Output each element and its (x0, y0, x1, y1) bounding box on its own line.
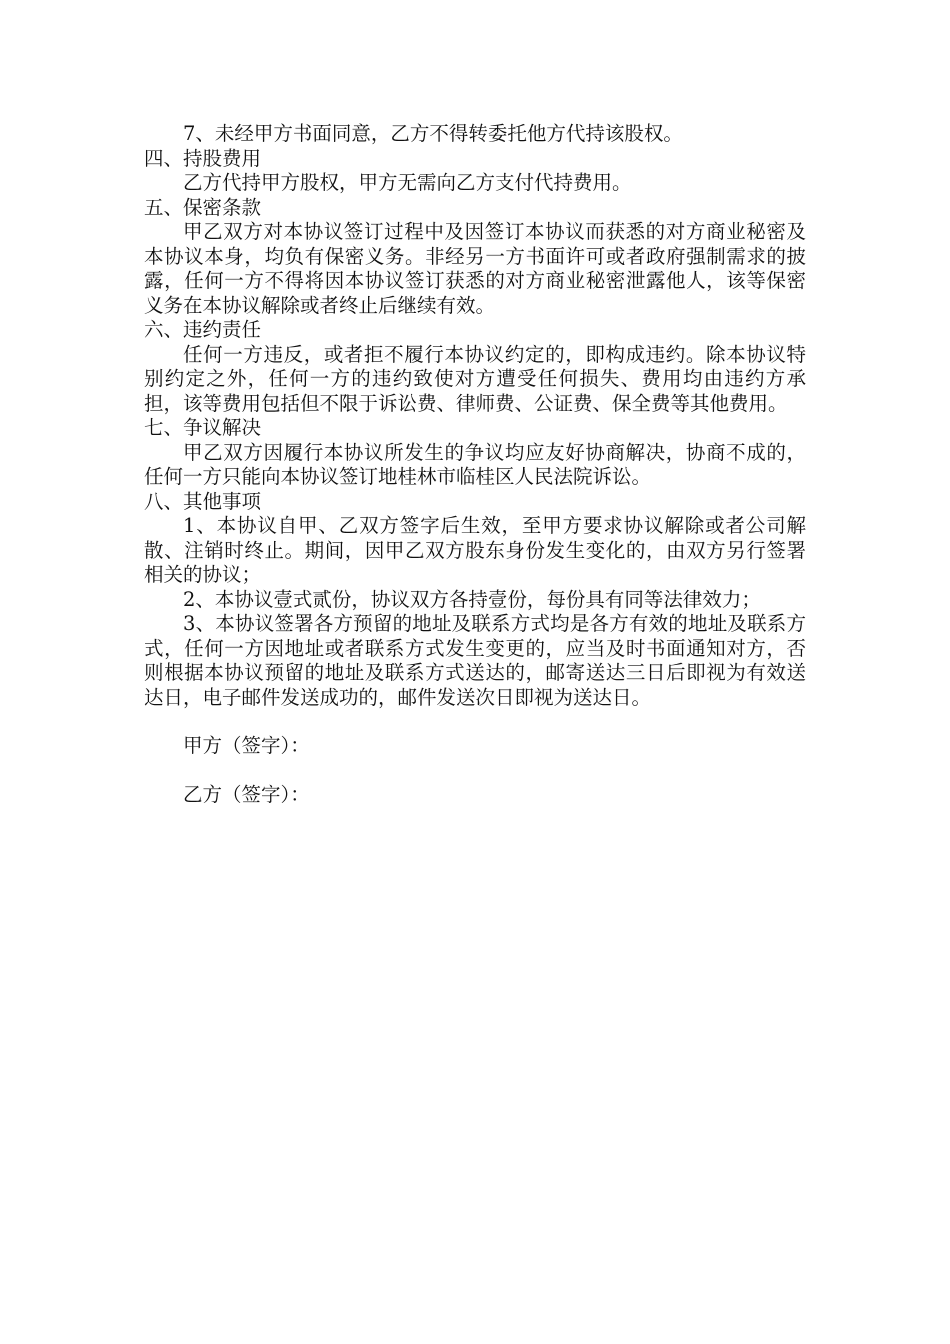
section-4-paragraph: 乙方代持甲方股权，甲方无需向乙方支付代持费用。 (183, 171, 632, 194)
party-a-signature-line: 甲方（签字）： (183, 734, 310, 757)
section-8-heading: 八、其他事项 (144, 489, 262, 513)
section-7-heading: 七、争议解决 (144, 416, 262, 439)
party-b-signature-line: 乙方（签字）： (183, 782, 310, 806)
section-8-item-3: 3、本协议签署各方预留的地址及联系方式均是各方有效的地址及联系方式，任何一方因地址或者联系方式发生变更的，应当及时书面通知对方，否则根据本协议预留的地址及联系方式送达的，邮寄送达三日后即视为有效送达日，电子邮件发送成功的，邮件发送次日即视为送达日。 (144, 612, 806, 709)
document-page (144, 122, 806, 807)
section-5-heading: 五、保密条款 (144, 195, 262, 219)
item-7-paragraph: 7、未经甲方书面同意，乙方不得转委托他方代持该股权。 (183, 122, 683, 145)
section-6-heading: 六、违约责任 (144, 318, 262, 341)
section-7-paragraph: 甲乙双方因履行本协议所发生的争议均应友好协商解决，协商不成的，任何一方只能向本协议签订地桂林市临桂区人民法院诉讼。 (144, 440, 806, 488)
section-5-paragraph: 甲乙双方对本协议签订过程中及因签订本协议而获悉的对方商业秘密及本协议本身，均负有保密义务。非经另一方书面许可或者政府强制需求的披露，任何一方不得将因本协议签订获悉的对方商业秘密泄露他人，该等保密义务在本协议解除或者终止后继续有效。 (144, 220, 806, 317)
section-4-heading: 四、持股费用 (144, 146, 262, 170)
section-8-item-2: 2、本协议壹式贰份，协议双方各持壹份，每份具有同等法律效力； (183, 587, 761, 611)
section-6-paragraph: 任何一方违反，或者拒不履行本协议约定的，即构成违约。除本协议特别约定之外，任何一方的违约致使对方遭受任何损失、费用均由违约方承担，该等费用包括但不限于诉讼费、律师费、公证费、保全费等其他费用。 (144, 342, 806, 415)
section-8-item-1: 1、本协议自甲、乙双方签字后生效，至甲方要求协议解除或者公司解散、注销时终止。期间，因甲乙双方股东身份发生变化的，由双方另行签署相关的协议； (144, 514, 806, 586)
